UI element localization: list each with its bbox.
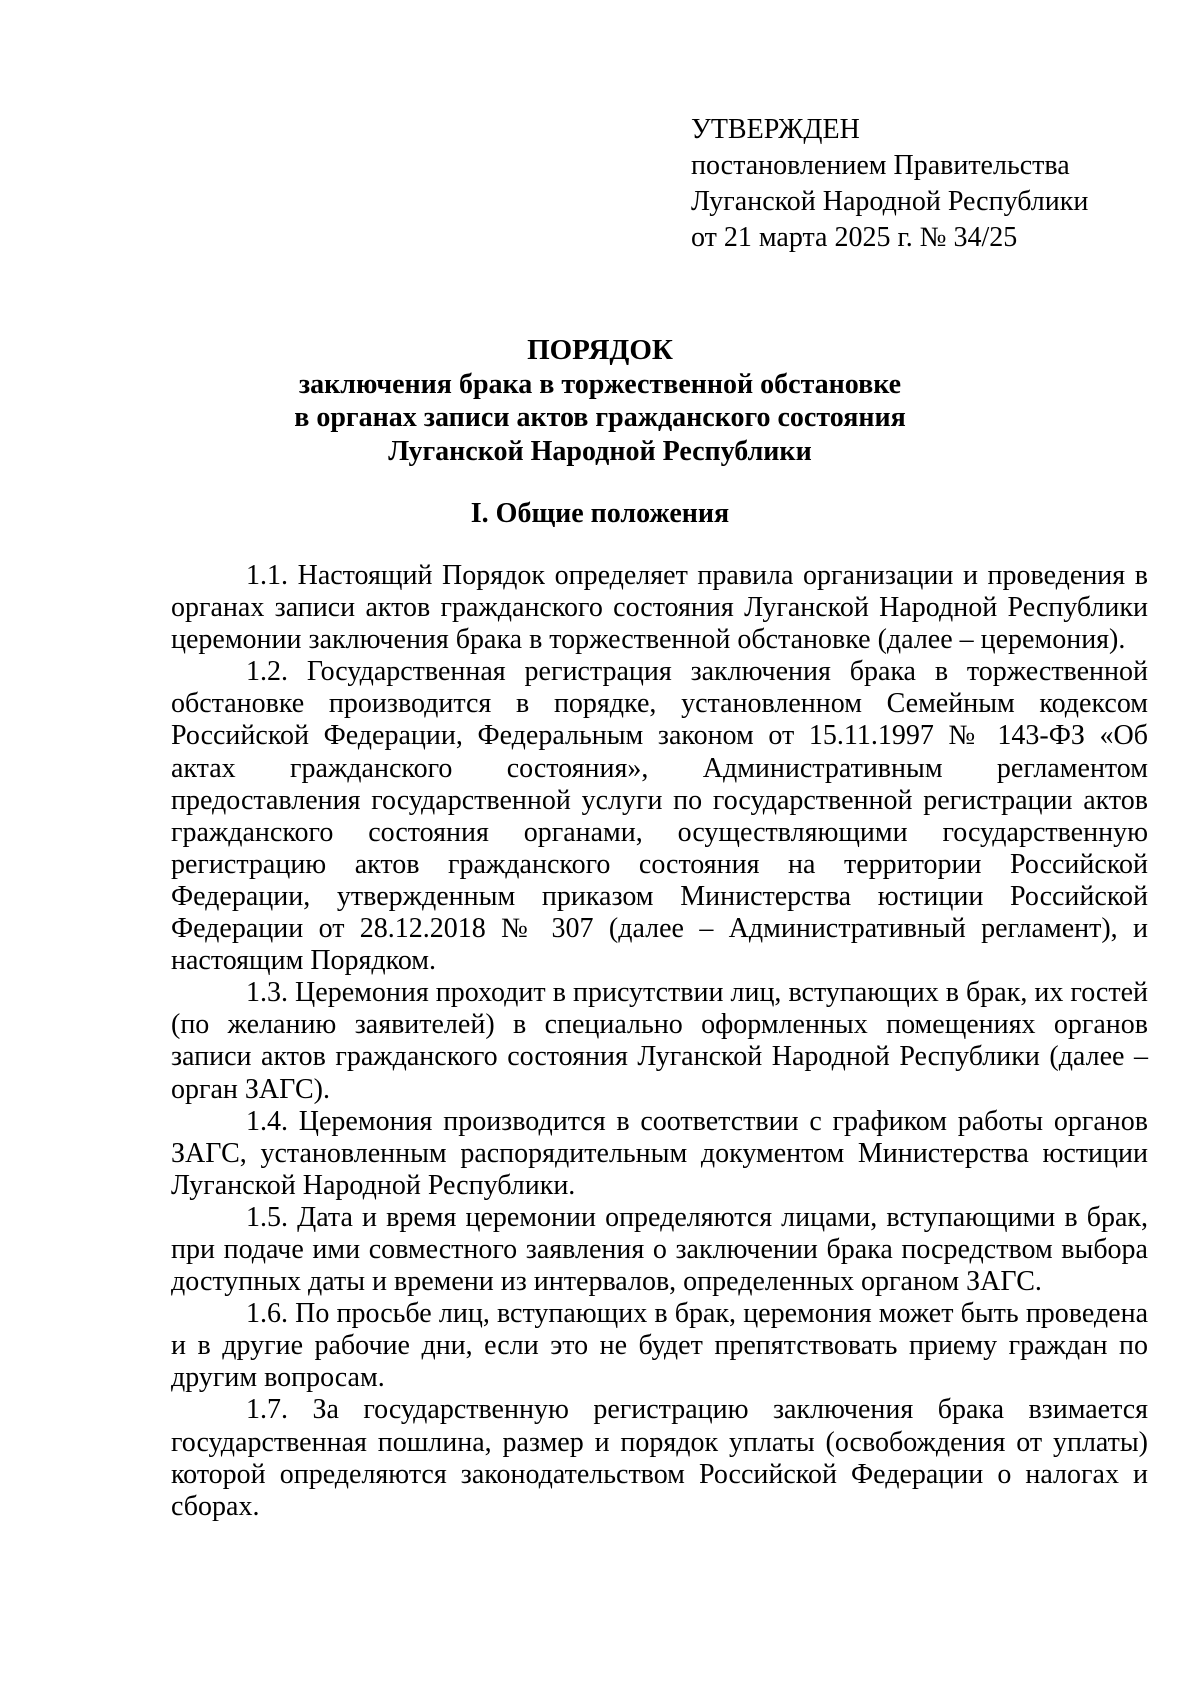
approval-issuer-line: постановлением Правительства (691, 150, 1070, 181)
paragraph-1-2: 1.2. Государственная регистрация заключения брака в торжественной обстановке производится в порядке, установленном Семейным кодексом Российской Федерации, Федеральным законом от 15.11.1997 № 143-ФЗ «Об актах гражданского состояния», Административным регламентом предоставления государственной услуги по государственной регистрации актов гражданского состояния органами, осуществляющими государственную регистрацию актов гражданского состояния на территории Российской Федерации, утвержденным приказом Министерства юстиции Российской Федерации от 28.12.2018 № 307 (далее – Административный регламент), и настоящим Порядком. (171, 656, 1148, 977)
approval-status: УТВЕРЖДЕН (691, 114, 860, 145)
approval-stamp (691, 112, 1088, 256)
title-line: в органах записи актов гражданского состояния (294, 402, 906, 433)
approval-date-number: от 21 марта 2025 г. № 34/25 (691, 222, 1018, 253)
paragraph-1-4: 1.4. Церемония производится в соответствии с графиком работы органов ЗАГС, установленным распорядительным документом Министерства юстиции Луганской Народной Республики. (171, 1105, 1148, 1201)
section-heading: I. Общие положения (470, 498, 730, 529)
paragraph-1-7: 1.7. За государственную регистрацию заключения брака взимается государственная пошлина, размер и порядок уплаты (освобождения от уплаты) которой определяются законодательством Российской Федерации о налогах и сборах. (171, 1394, 1148, 1522)
paragraph-1-1: 1.1. Настоящий Порядок определяет правила организации и проведения в органах записи актов гражданского состояния Луганской Народной Республики церемонии заключения брака в торжественной обстановке (далее – церемония). (171, 560, 1148, 656)
title-line: заключения брака в торжественной обстановке (298, 368, 902, 400)
document-title (0, 334, 1200, 468)
paragraph-1-3: 1.3. Церемония проходит в присутствии лиц, вступающих в брак, их гостей (по желанию заявителей) в специально оформленных помещениях органов записи актов гражданского состояния Луганской Народной Республики (далее – орган ЗАГС). (171, 977, 1148, 1105)
approval-authority: Луганской Народной Республики (691, 186, 1089, 217)
title-main: ПОРЯДОК (527, 334, 673, 366)
document-body (171, 560, 1148, 1523)
paragraph-1-6: 1.6. По просьбе лиц, вступающих в брак, церемония может быть проведена и в другие рабочие дни, если это не будет препятствовать приему граждан по другим вопросам. (171, 1298, 1148, 1394)
paragraph-1-5: 1.5. Дата и время церемонии определяются лицами, вступающими в брак, при подаче ими совместного заявления о заключении брака посредством выбора доступных даты и времени из интервалов, определенных органом ЗАГС. (171, 1201, 1148, 1298)
title-line: Луганской Народной Республики (388, 435, 812, 467)
